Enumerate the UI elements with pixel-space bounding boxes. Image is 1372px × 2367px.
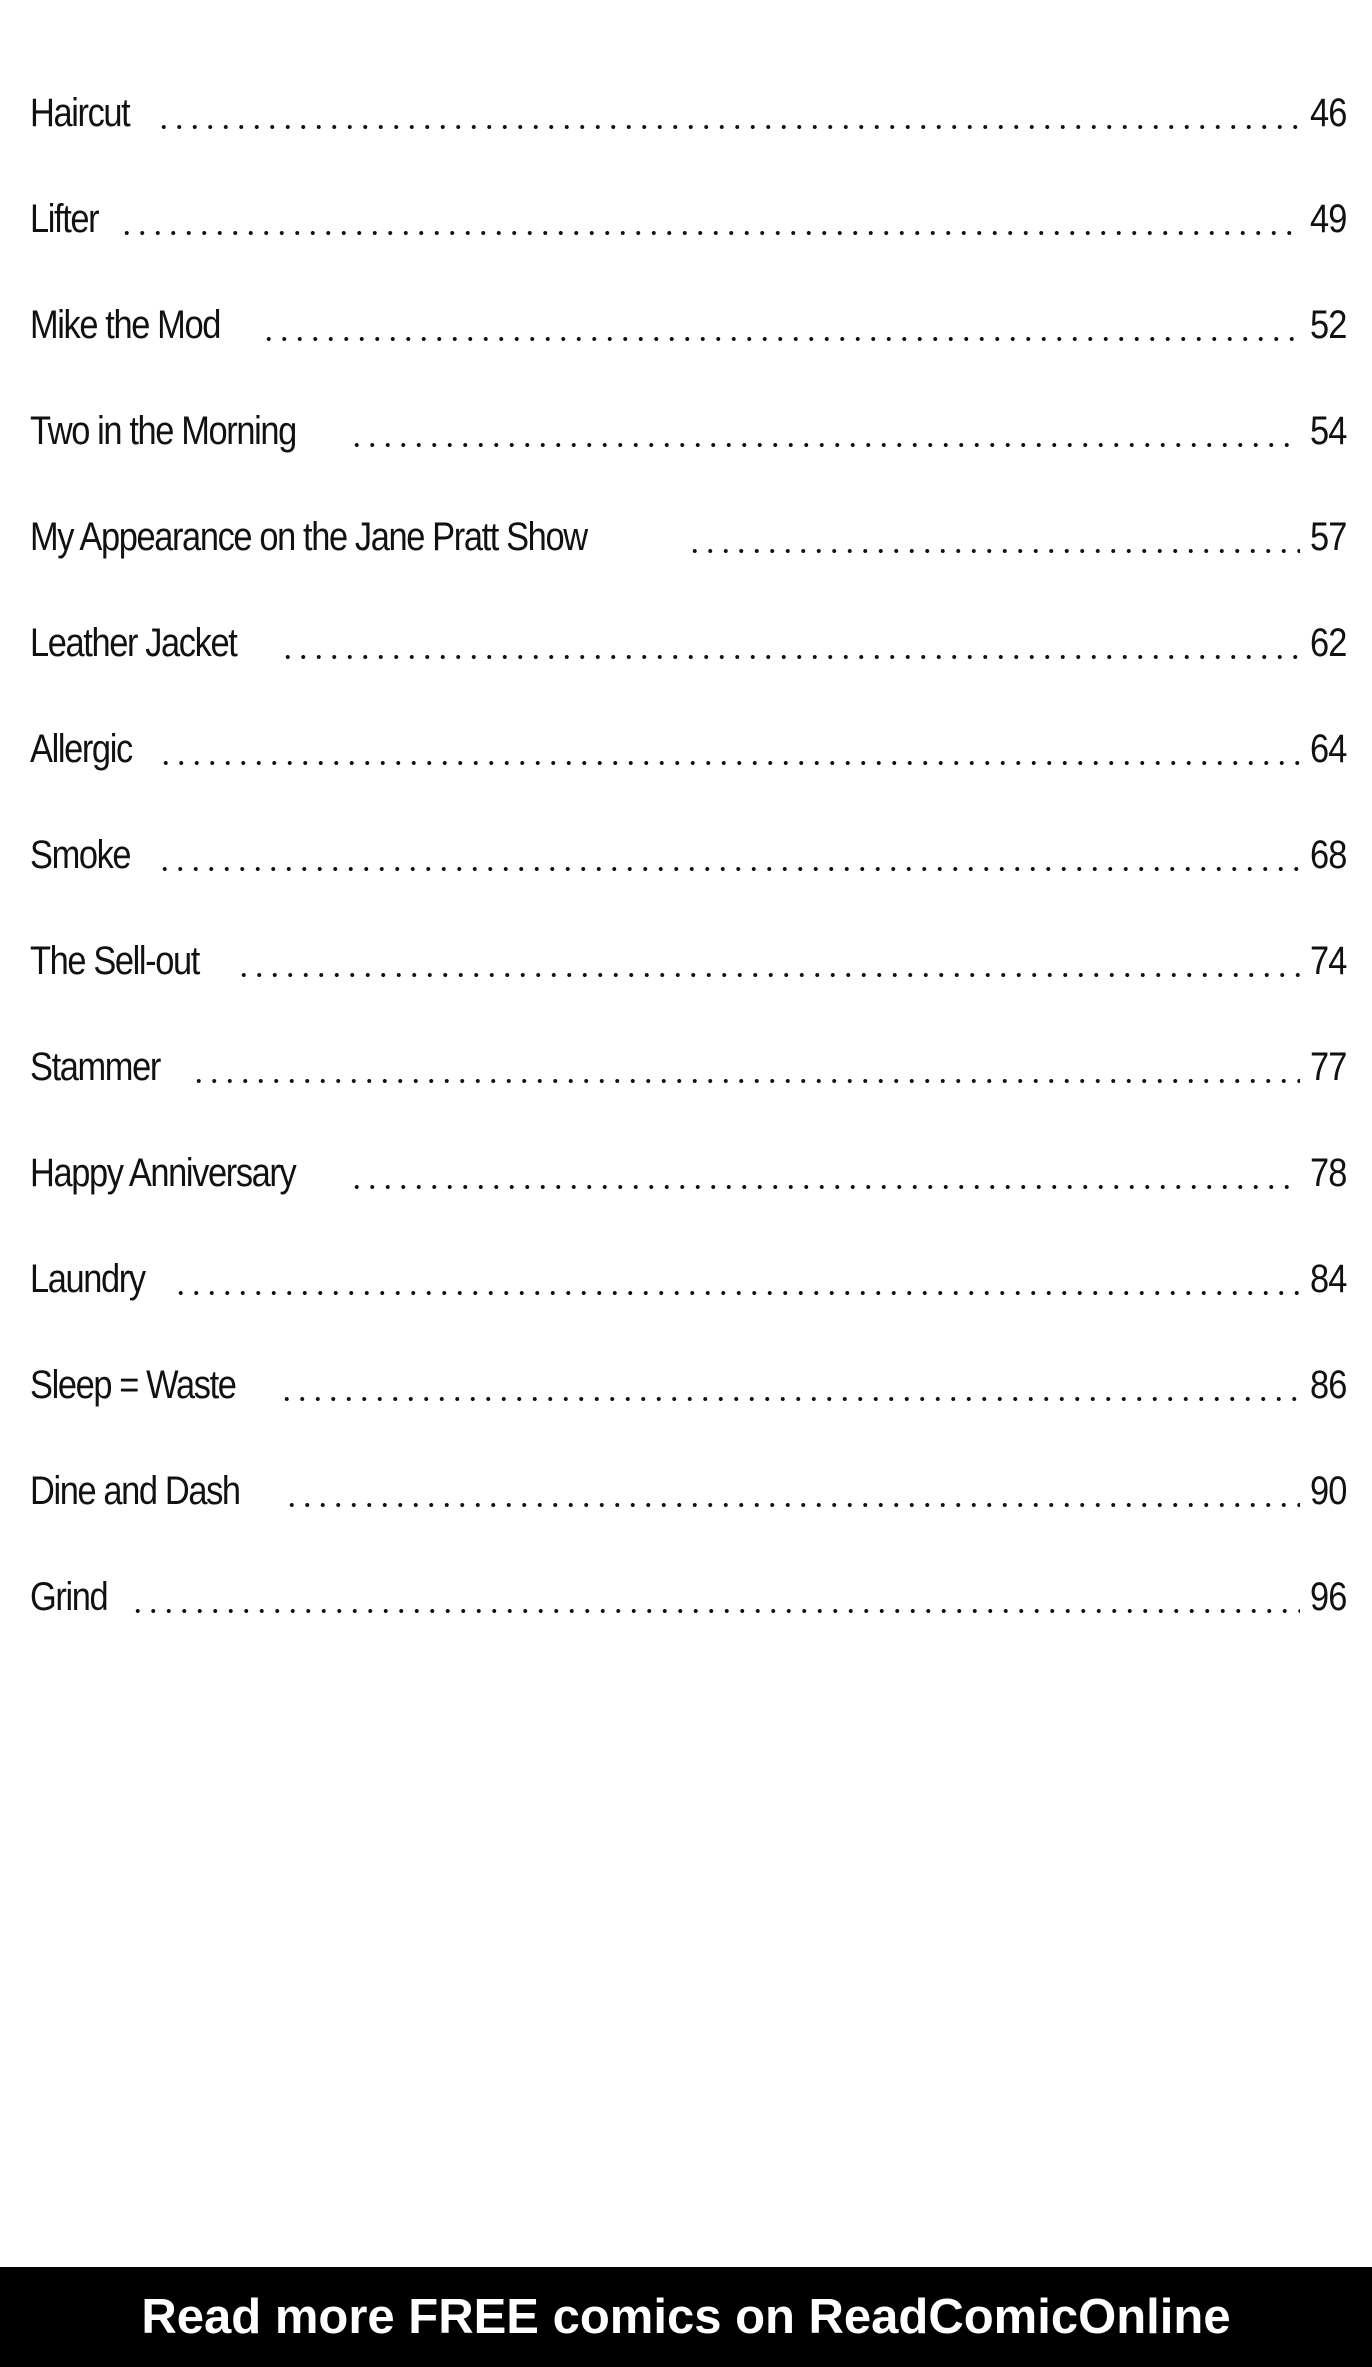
toc-entry-page: 46: [1309, 90, 1346, 135]
dot-leader: [173, 1259, 1299, 1299]
toc-entry-title: Laundry: [30, 1256, 145, 1301]
dot-leader: [284, 1471, 1300, 1511]
toc-entry-page: 84: [1309, 1256, 1346, 1301]
toc-entry-page: 57: [1309, 514, 1346, 559]
toc-entry-mike-the-mod[interactable]: [30, 272, 1346, 378]
toc-entry-title: Haircut: [30, 90, 130, 135]
toc-entry-page: 54: [1309, 408, 1346, 453]
dot-leader: [349, 411, 1299, 451]
toc-entry-title: Grind: [30, 1574, 108, 1619]
promo-banner-text[interactable]: Read more FREE comics on ReadComicOnline: [141, 2290, 1231, 2344]
dot-leader: [261, 305, 1300, 345]
toc-entry-title: Allergic: [30, 726, 132, 771]
toc-entry-page: 78: [1309, 1150, 1346, 1195]
toc-entry-page: 62: [1309, 620, 1346, 665]
dot-leader: [130, 1577, 1300, 1617]
dot-leader: [687, 517, 1299, 557]
dot-leader: [349, 1153, 1300, 1193]
toc-entry-stammer[interactable]: [30, 1014, 1346, 1120]
dot-leader: [158, 729, 1299, 769]
toc-entry-page: 86: [1309, 1362, 1346, 1407]
toc-entry-lifter[interactable]: [30, 166, 1346, 272]
toc-entry-smoke[interactable]: [30, 802, 1346, 908]
dot-leader: [280, 623, 1300, 663]
toc-entry-page: 64: [1309, 726, 1346, 771]
toc-entry-title: Two in the Morning: [30, 408, 296, 453]
toc-entry-title: The Sell-out: [30, 938, 199, 983]
toc-entry-title: Sleep = Waste: [30, 1362, 236, 1407]
dot-leader: [157, 835, 1300, 875]
toc-entry-page: 96: [1309, 1574, 1346, 1619]
toc-entry-title: Stammer: [30, 1044, 160, 1089]
dot-leader: [119, 199, 1299, 239]
toc-entry-leather-jacket[interactable]: [30, 590, 1346, 696]
dot-leader: [156, 93, 1300, 133]
toc-entry-grind[interactable]: [30, 1544, 1346, 1650]
toc-entry-title: Lifter: [30, 196, 99, 241]
dot-leader: [279, 1365, 1300, 1405]
toc-entry-page: 52: [1309, 302, 1346, 347]
toc-entry-page: 90: [1309, 1468, 1346, 1513]
toc-entry-title: Leather Jacket: [30, 620, 237, 665]
toc-entry-the-sell-out[interactable]: [30, 908, 1346, 1014]
toc-entry-title: My Appearance on the Jane Pratt Show: [30, 514, 587, 559]
dot-leader: [191, 1047, 1299, 1087]
promo-banner[interactable]: [0, 2267, 1372, 2367]
toc-entry-haircut[interactable]: [30, 60, 1346, 166]
toc-entry-jane-pratt-show[interactable]: [30, 484, 1346, 590]
toc-entry-page: 49: [1309, 196, 1346, 241]
toc-entry-dine-and-dash[interactable]: [30, 1438, 1346, 1544]
toc-entry-title: Smoke: [30, 832, 131, 877]
toc-entry-allergic[interactable]: [30, 696, 1346, 802]
toc-entry-sleep-waste[interactable]: [30, 1332, 1346, 1438]
toc-entry-title: Mike the Mod: [30, 302, 220, 347]
toc-entry-laundry[interactable]: [30, 1226, 1346, 1332]
toc-entry-happy-anniversary[interactable]: [30, 1120, 1346, 1226]
toc-entry-page: 77: [1309, 1044, 1346, 1089]
table-of-contents: [30, 60, 1346, 1650]
toc-entry-title: Dine and Dash: [30, 1468, 240, 1513]
dot-leader: [236, 941, 1299, 981]
toc-entry-title: Happy Anniversary: [30, 1150, 296, 1195]
toc-entry-two-in-the-morning[interactable]: [30, 378, 1346, 484]
toc-entry-page: 68: [1309, 832, 1346, 877]
toc-entry-page: 74: [1309, 938, 1346, 983]
